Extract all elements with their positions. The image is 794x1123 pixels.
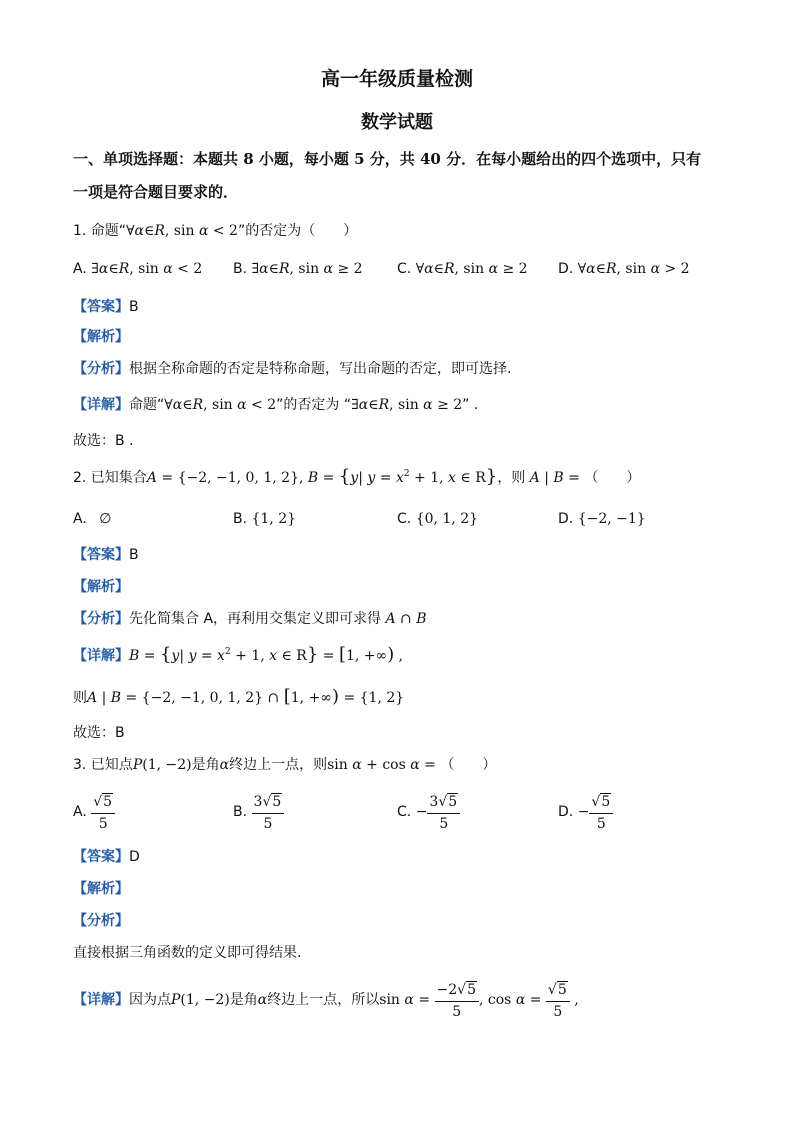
q1-option-d: D. ∀α∈R, sin α > 2	[558, 261, 690, 277]
q3-option-a: A. $\frac{√5}{5}$	[73, 790, 115, 834]
q1-choice: 故选：B .	[73, 433, 134, 449]
q3-analysis-label: 【解析】	[73, 881, 129, 897]
q1-detail: 【详解】命题“∀α∈R, sin α < 2”的否定为 “∃α∈R, sin α ≥ 2” .	[73, 397, 479, 413]
q3-option-d: D. − $\frac{√5}{5}$	[558, 790, 613, 834]
q2-answer: 【答案】B	[73, 547, 139, 563]
q3-fenxi-text: 直接根据三角函数的定义即可得结果.	[73, 945, 302, 961]
question-1-stem: 1. 命题“∀α∈R, sin α < 2”的否定为（ ）	[73, 223, 358, 239]
q3-option-b: B. $\frac{3√5}{5}$	[233, 790, 284, 834]
q2-fenxi: 【分析】先化简集合 A，再利用交集定义即可求得 A ∩ B	[73, 611, 427, 627]
q2-option-c: C. {0, 1, 2}	[397, 511, 479, 527]
q1-analysis-label: 【解析】	[73, 329, 129, 345]
q2-choice: 故选：B	[73, 725, 125, 741]
q2-detail: 【详解】B = {y| $y = x^2 + 1$, x ∈ R} = [1, +∞) ,	[73, 644, 404, 665]
q2-option-b: B. {1, 2}	[233, 511, 297, 527]
page-subtitle: 数学试题	[361, 112, 433, 133]
page-title: 高一年级质量检测	[320, 68, 473, 90]
q3-option-c: C. − $\frac{3√5}{5}$	[397, 790, 460, 834]
q1-option-b: B. ∃α∈R, sin α ≥ 2	[233, 261, 363, 277]
q1-option-c: C. ∀α∈R, sin α ≥ 2	[397, 261, 528, 277]
q2-detail-intersection: 则A | B = {−2, −1, 0, 1, 2} ∩ [1, +∞) = {1, 2}	[73, 686, 405, 707]
q2-option-d: D. {−2, −1}	[558, 511, 646, 527]
section-header-line2: 一项是符合题目要求的．	[73, 183, 239, 201]
q1-answer: 【答案】B	[73, 299, 139, 315]
q3-answer: 【答案】D	[73, 849, 140, 865]
q3-fenxi-label: 【分析】	[73, 913, 129, 929]
q1-fenxi: 【分析】根据全称命题的否定是特称命题，写出命题的否定，即可选择.	[73, 361, 512, 377]
q2-analysis-label: 【解析】	[73, 579, 129, 595]
q2-option-a: A. ∅	[73, 511, 112, 527]
section-header-line1: 一、单项选择题：本题共 8 小题，每小题 5 分，共 40 分．在每小题给出的四个选项中，只有	[73, 150, 702, 168]
question-3-stem: 3. 已知点P(1, −2)是角α终边上一点，则sin α + cos α = （ ）	[73, 757, 497, 773]
question-2-stem: 2. 已知集合A = {−2, −1, 0, 1, 2}, B = {y| $y = x^2 + 1$, x ∈ R}，则 A | B = （ ）	[73, 466, 641, 487]
q3-detail: 【详解】因为点P(1, −2)是角α终边上一点，所以sin α = $\frac{-2√5}{5}$ , cos α = $\frac{√5}{5}$ ,	[73, 978, 579, 1022]
q1-option-a: A. ∃α∈R, sin α < 2	[73, 261, 203, 277]
